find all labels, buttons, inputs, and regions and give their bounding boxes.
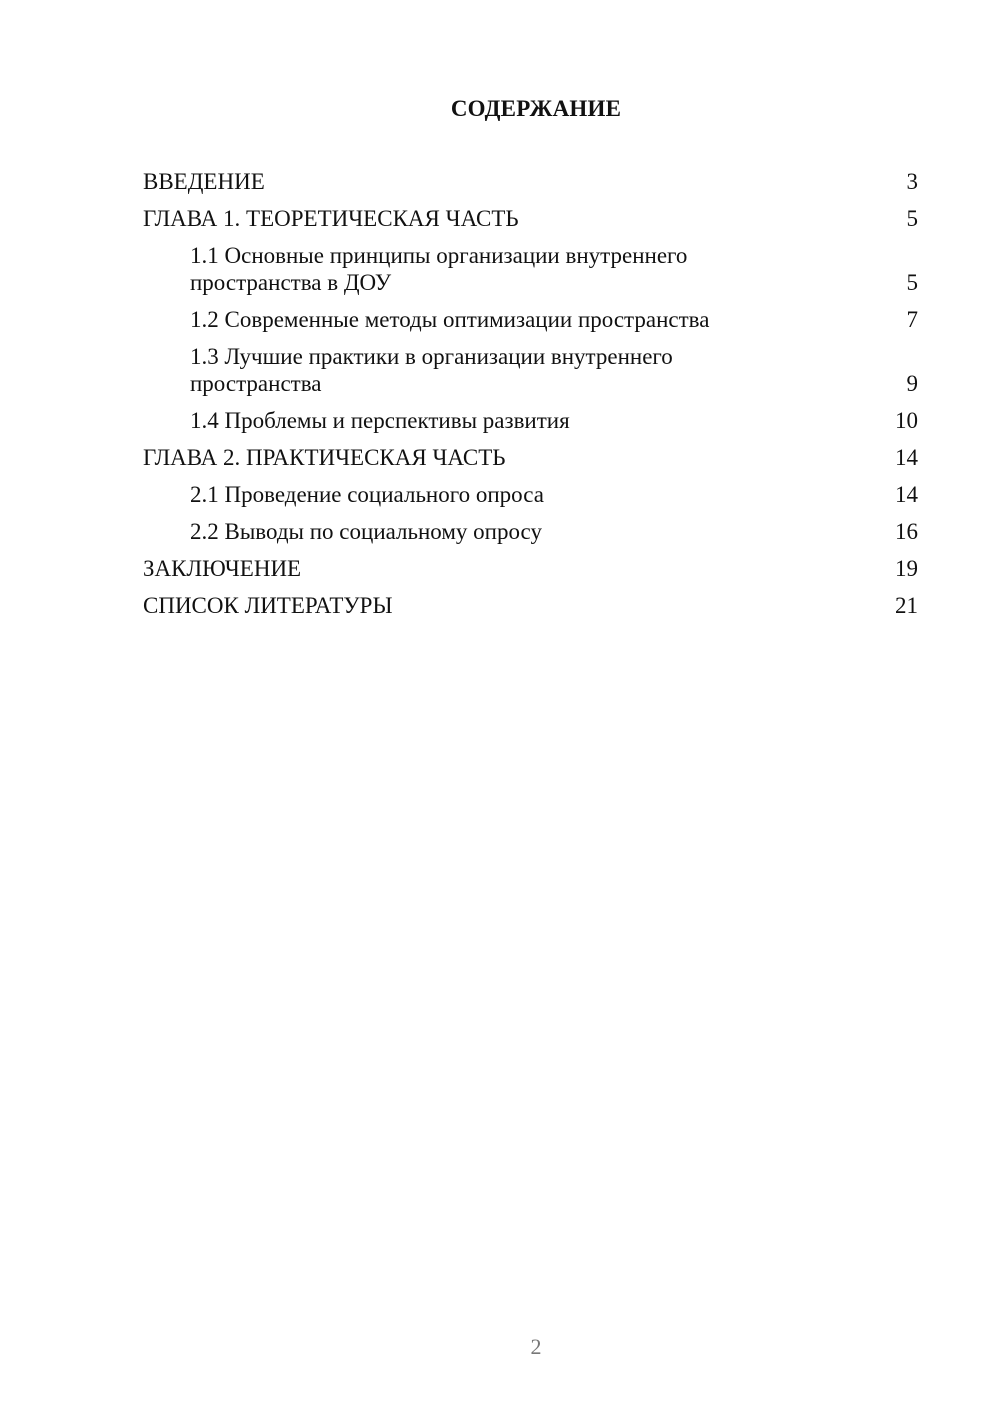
- toc-entry-label: 1.3 Лучшие практики в организации внутреннего пространства: [190, 344, 673, 396]
- toc-entry-section-2-2[interactable]: [143, 518, 918, 545]
- toc-entry-page: 19: [895, 556, 918, 581]
- toc-entry-chapter-1[interactable]: [143, 205, 918, 232]
- toc-entry-page: 3: [906, 169, 918, 194]
- page-number: 2: [530, 1334, 542, 1359]
- toc-entry-page: 5: [906, 270, 918, 295]
- toc-entry-page: 10: [895, 408, 918, 433]
- toc-entry-conclusion[interactable]: [143, 555, 918, 582]
- toc-entry-page: 7: [906, 307, 918, 332]
- toc-entry-references[interactable]: [143, 592, 918, 619]
- toc-entry-page: 14: [895, 445, 918, 470]
- toc-entry-page: 21: [895, 593, 918, 618]
- toc-entry-label: СПИСОК ЛИТЕРАТУРЫ: [143, 593, 393, 618]
- toc-entry-section-1-4[interactable]: [143, 407, 918, 434]
- toc-entry-label: ГЛАВА 1. ТЕОРЕТИЧЕСКАЯ ЧАСТЬ: [143, 206, 519, 231]
- toc-entry-label: ГЛАВА 2. ПРАКТИЧЕСКАЯ ЧАСТЬ: [143, 445, 506, 470]
- table-of-contents: [143, 168, 918, 629]
- toc-entry-section-1-2[interactable]: [143, 306, 918, 333]
- toc-entry-page: 16: [895, 519, 918, 544]
- toc-entry-label: 2.1 Проведение социального опроса: [190, 482, 544, 507]
- toc-entry-section-1-3[interactable]: [143, 343, 918, 397]
- toc-entry-label: 1.4 Проблемы и перспективы развития: [190, 408, 570, 433]
- toc-entry-chapter-2[interactable]: [143, 444, 918, 471]
- toc-entry-label: 2.2 Выводы по социальному опросу: [190, 519, 542, 544]
- toc-entry-label: ВВЕДЕНИЕ: [143, 169, 265, 194]
- toc-entry-section-2-1[interactable]: [143, 481, 918, 508]
- toc-entry-introduction[interactable]: [143, 168, 918, 195]
- toc-entry-section-1-1[interactable]: [143, 242, 918, 296]
- toc-entry-label: ЗАКЛЮЧЕНИЕ: [143, 556, 302, 581]
- toc-entry-label: 1.2 Современные методы оптимизации пространства: [190, 307, 710, 332]
- toc-title: СОДЕРЖАНИЕ: [450, 96, 622, 121]
- toc-entry-page: 5: [906, 206, 918, 231]
- toc-entry-label: 1.1 Основные принципы организации внутреннего пространства в ДОУ: [190, 243, 688, 295]
- toc-entry-page: 9: [906, 371, 918, 396]
- toc-entry-page: 14: [895, 482, 918, 507]
